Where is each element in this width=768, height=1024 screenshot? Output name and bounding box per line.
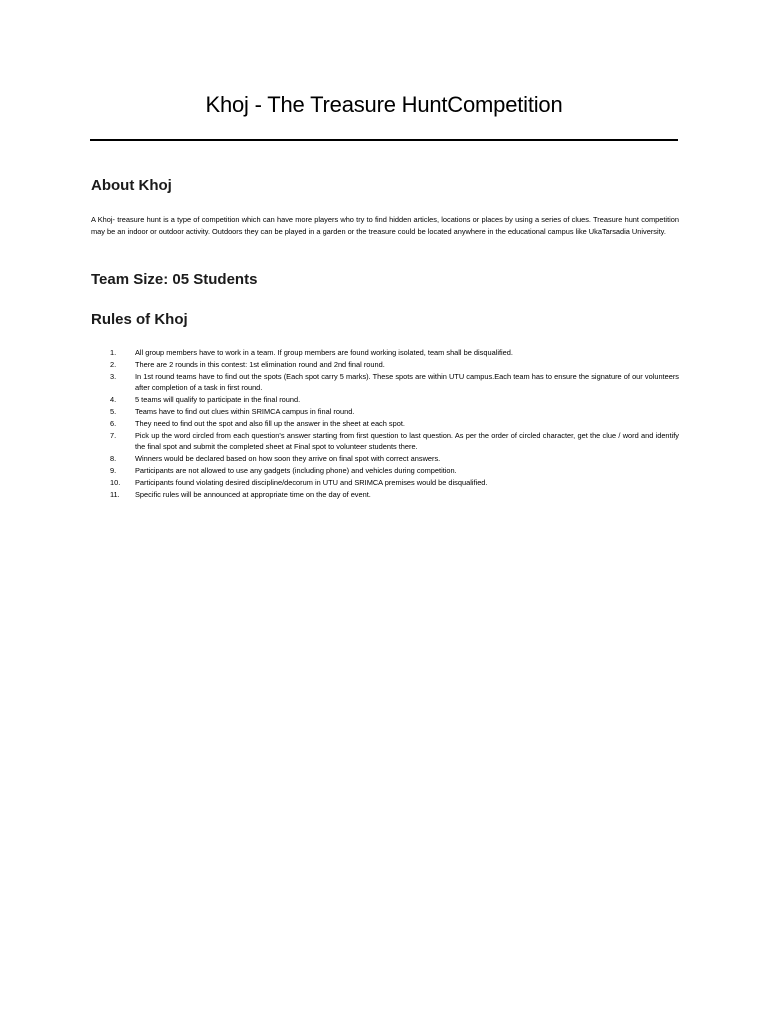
- rules-heading: Rules of Khoj: [91, 311, 188, 328]
- rule-item: [91, 477, 679, 489]
- rule-number: 1.: [110, 348, 117, 357]
- rule-text: Participants are not allowed to use any gadgets (including phone) and vehicles during competition.: [135, 465, 457, 475]
- rule-item: [91, 489, 679, 501]
- rule-text: 5 teams will qualify to participate in the final round.: [135, 395, 301, 405]
- rule-item: [91, 465, 679, 477]
- rule-item: [91, 347, 679, 359]
- rule-text: Teams have to find out clues within SRIMCA campus in final round.: [135, 406, 355, 416]
- rule-number: 10.: [110, 477, 121, 487]
- rule-item: [91, 359, 679, 371]
- rule-number: 2.: [110, 359, 117, 369]
- rule-text: Participants found violating desired discipline/decorum in UTU and SRIMCA premises would be disqualified.: [135, 477, 488, 487]
- rule-number: 11.: [110, 489, 120, 499]
- rule-item: [91, 371, 679, 395]
- rule-number: 5.: [110, 406, 117, 416]
- rule-item: [91, 430, 679, 454]
- rule-number: 4.: [110, 395, 117, 405]
- rules-list: [91, 347, 679, 500]
- rule-number: 8.: [110, 454, 117, 464]
- rule-text: Pick up the word circled from each question's answer starting from first question to last question. As per the order of circled character, get the clue / word and identify the final spot and submit the completed sheet at Final spot to volunteer students there.: [135, 430, 679, 452]
- rule-text: They need to find out the spot and also fill up the answer in the sheet at each spot.: [135, 418, 405, 428]
- rule-text: Specific rules will be announced at appropriate time on the day of event.: [135, 489, 371, 499]
- rule-item: [91, 406, 679, 418]
- rule-text: There are 2 rounds in this contest: 1st elimination round and 2nd final round.: [135, 359, 385, 369]
- title-divider: [90, 139, 678, 141]
- document-title: Khoj - The Treasure HuntCompetition: [205, 92, 563, 117]
- rule-number: 3.: [110, 371, 117, 381]
- rule-text: In 1st round teams have to find out the spots (Each spot carry 5 marks). These spots are within UTU campus.Each team has to ensure the signature of our volunteers after completion of a task in first round.: [135, 371, 679, 393]
- about-heading: About Khoj: [91, 177, 172, 194]
- rule-text: Winners would be declared based on how soon they arrive on final spot with correct answers.: [135, 454, 441, 464]
- rule-item: [91, 453, 679, 465]
- rule-number: 7.: [110, 430, 117, 440]
- rule-item: [91, 418, 679, 430]
- about-paragraph: A Khoj- treasure hunt is a type of competition which can have more players who try to find hidden articles, locations or places by using a series of clues. Treasure hunt competition may be an indoor or outdoor activity. Outdoors they can be played in a garden or the treasure could be located anywhere in the educational campus like UkaTarsadia University.: [91, 215, 679, 236]
- rule-item: [91, 394, 679, 406]
- rule-number: 9.: [110, 465, 117, 475]
- rule-number: 6.: [110, 418, 117, 428]
- team-size-heading: Team Size: 05 Students: [91, 271, 258, 288]
- rule-text: All group members have to work in a team. If group members are found working isolated, team shall be disqualified.: [135, 348, 513, 357]
